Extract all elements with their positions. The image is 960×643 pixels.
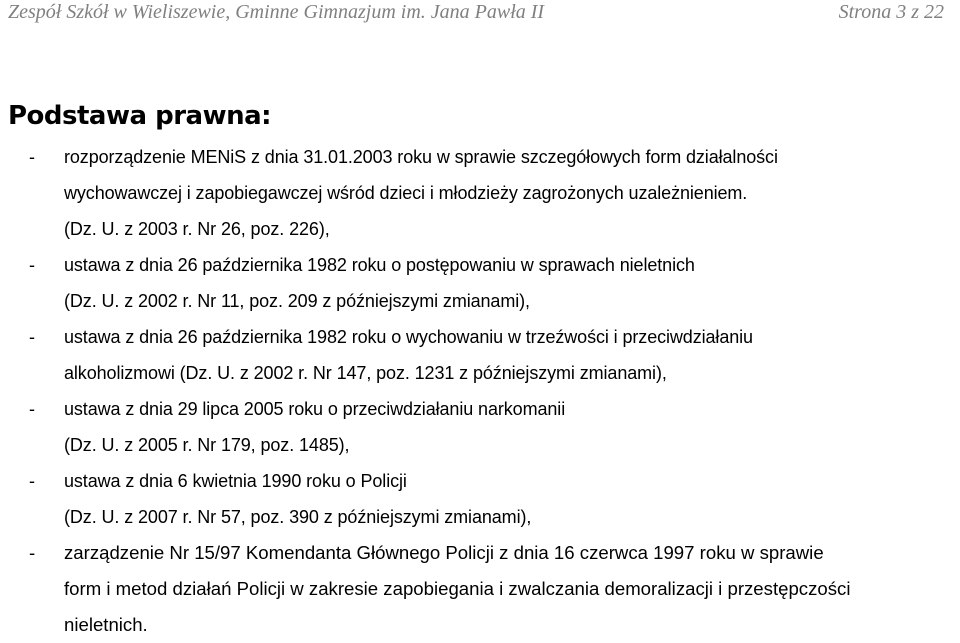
list-bullet: - [29,471,35,491]
list-bullet: - [29,147,35,167]
list-item-text [64,535,956,643]
list-item [0,139,960,247]
text-line: (Dz. U. z 2003 r. Nr 26, poz. 226), [64,219,330,239]
list-item [0,535,960,643]
legal-basis-list [0,139,960,643]
text-line: ustawa z dnia 26 października 1982 roku o wychowaniu w trzeźwości i przeciwdziałaniu [64,327,753,347]
list-item [0,391,960,463]
list-bullet: - [29,399,35,419]
list-item-text [64,463,956,535]
text-line: form i metod działań Policji w zakresie zapobiegania i zwalczania demoralizacji i przestępczości [64,578,851,599]
list-item-text [64,319,956,391]
text-line: (Dz. U. z 2005 r. Nr 179, poz. 1485), [64,435,350,455]
header-title: Zespół Szkół w Wieliszewie, Gminne Gimnazjum im. Jana Pawła II [8,1,545,23]
list-item-text [64,247,956,319]
text-line: alkoholizmowi (Dz. U. z 2002 r. Nr 147, poz. 1231 z późniejszymi zmianami), [64,363,667,383]
text-line: ustawa z dnia 26 października 1982 roku o postępowaniu w sprawach nieletnich [64,255,695,275]
text-line: rozporządzenie MENiS z dnia 31.01.2003 roku w sprawie szczegółowych form działalności [64,147,778,167]
text-line: ustawa z dnia 29 lipca 2005 roku o przeciwdziałaniu narkomanii [64,399,566,419]
list-item [0,247,960,319]
section-title: Podstawa prawna: [8,101,272,131]
list-item [0,319,960,391]
text-line: wychowawczej i zapobiegawczej wśród dzieci i młodzieży zagrożonych uzależnieniem. [64,183,748,203]
list-bullet: - [29,327,35,347]
text-line: (Dz. U. z 2002 r. Nr 11, poz. 209 z późniejszymi zmianami), [64,291,530,311]
page-indicator: Strona 3 z 22 [838,1,944,23]
list-item-text [64,139,956,247]
text-line: (Dz. U. z 2007 r. Nr 57, poz. 390 z późniejszymi zmianami), [64,507,532,527]
page-header [0,0,960,24]
text-line: zarządzenie Nr 15/97 Komendanta Głównego Policji z dnia 16 czerwca 1997 roku w sprawie [64,542,824,563]
list-item [0,463,960,535]
text-line: nieletnich. [64,614,148,635]
list-item-text [64,391,956,463]
list-bullet: - [29,542,36,563]
list-bullet: - [29,255,35,275]
text-line: ustawa z dnia 6 kwietnia 1990 roku o Policji [64,471,407,491]
